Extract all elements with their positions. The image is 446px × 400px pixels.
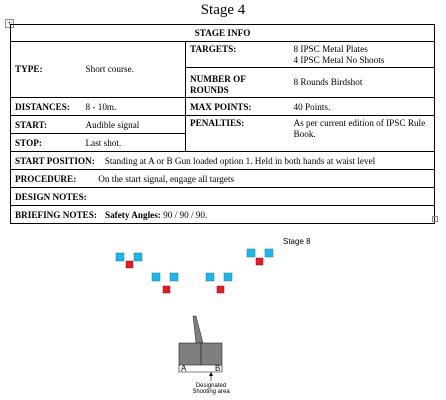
stop-value: Last shot. bbox=[82, 134, 186, 152]
distances-value: 8 - 10m. bbox=[82, 98, 186, 116]
start-position-label: START POSITION: bbox=[15, 155, 95, 166]
table-anchor-icon[interactable]: + bbox=[6, 19, 13, 27]
shooting-box-b bbox=[201, 343, 222, 365]
start-value: Audible signal bbox=[82, 116, 186, 134]
shooting-area-label-line1: Designated bbox=[195, 383, 227, 389]
penalties-label: PENALTIES: bbox=[186, 116, 290, 152]
type-label: TYPE: bbox=[11, 42, 82, 98]
metal-plate-target bbox=[247, 249, 255, 257]
position-b-label: B bbox=[215, 364, 221, 373]
max-points-label: MAX POINTS: bbox=[186, 98, 290, 116]
stage-info-header: STAGE INFO bbox=[11, 25, 435, 42]
type-value: Short course. bbox=[82, 42, 186, 98]
start-label: START: bbox=[11, 116, 82, 134]
briefing-notes-label: BRIEFING NOTES: bbox=[15, 209, 97, 220]
metal-plate-target bbox=[206, 273, 214, 281]
targets-value-line2: 4 IPSC Metal No Shoots bbox=[293, 54, 385, 65]
metal-plate-target bbox=[170, 273, 178, 281]
shooting-area-label-line2: Shooting area bbox=[192, 389, 230, 395]
metal-plate-target bbox=[265, 249, 273, 257]
arrow-head-icon bbox=[209, 372, 213, 376]
metal-plate-target bbox=[224, 273, 232, 281]
targets-label: TARGETS: bbox=[186, 42, 290, 68]
safety-angles-value: 90 / 90 / 90. bbox=[163, 209, 208, 220]
page-title: Stage 4 bbox=[200, 2, 246, 18]
metal-plate-target bbox=[116, 253, 124, 261]
no-shoot-target bbox=[217, 286, 224, 293]
rounds-value: 8 Rounds Birdshot bbox=[290, 68, 435, 98]
no-shoot-target bbox=[163, 286, 170, 293]
stop-label: STOP: bbox=[11, 134, 82, 152]
design-notes-label: DESIGN NOTES: bbox=[11, 188, 435, 206]
shooting-box-a bbox=[179, 343, 201, 365]
procedure-value: On the start signal, engage all targets bbox=[98, 173, 235, 184]
rounds-label-line1: NUMBER OF bbox=[190, 74, 246, 85]
start-position-value: Standing at A or B Gun loaded option 1. Held in both hands at waist level bbox=[104, 155, 376, 166]
position-a-label: A bbox=[181, 364, 187, 373]
barricade-wall bbox=[193, 316, 203, 343]
penalties-value: As per current edition of IPSC Rule Book. bbox=[290, 116, 435, 152]
no-shoot-target bbox=[256, 258, 263, 265]
stage-8-label: Stage 8 bbox=[283, 237, 311, 246]
rounds-label-line2: ROUNDS bbox=[190, 84, 229, 95]
no-shoot-target bbox=[126, 261, 133, 268]
distances-label: DISTANCES: bbox=[11, 98, 82, 116]
safety-angles-label: Safety Angles: bbox=[104, 209, 161, 220]
metal-plate-target bbox=[152, 273, 160, 281]
max-points-value: 40 Points. bbox=[290, 98, 435, 116]
targets-value-line1: 8 IPSC Metal Plates bbox=[293, 44, 368, 54]
metal-plate-target bbox=[134, 253, 142, 261]
procedure-label: PROCEDURE: bbox=[15, 173, 77, 184]
